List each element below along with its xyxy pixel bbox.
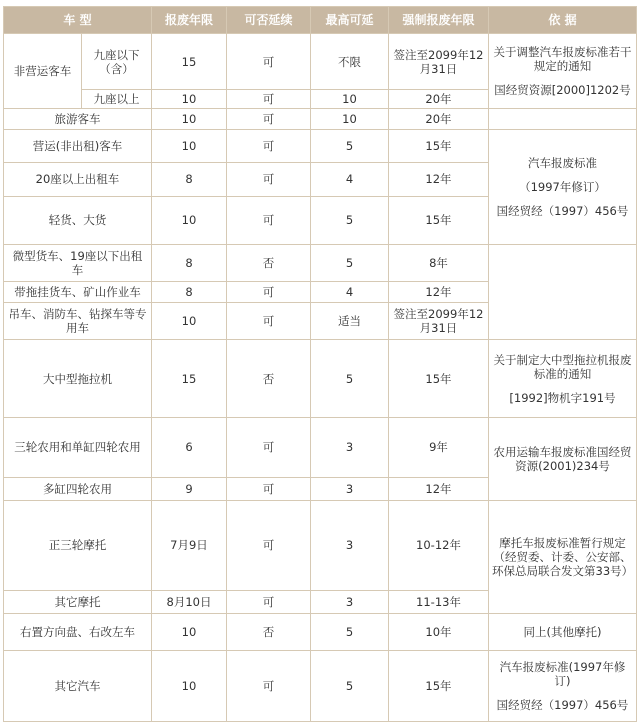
max-extension-cell: 3	[311, 590, 389, 613]
extendable-cell: 可	[227, 129, 311, 162]
extendable-cell: 可	[227, 282, 311, 303]
forced-years-cell: 15年	[389, 196, 489, 244]
scrap-years-cell: 10	[152, 196, 227, 244]
max-extension-cell: 10	[311, 90, 389, 109]
vehicle-type-cell: 轻货、大货	[4, 196, 152, 244]
scrap-years-cell: 10	[152, 90, 227, 109]
forced-years-cell: 8年	[389, 244, 489, 282]
extendable-cell: 可	[227, 34, 311, 90]
extendable-cell: 否	[227, 613, 311, 651]
extendable-cell: 可	[227, 90, 311, 109]
basis-text: 国经贸资源[2000]1202号	[494, 83, 631, 98]
scrap-years-cell: 7月9日	[152, 500, 227, 590]
scrap-years-cell: 10	[152, 302, 227, 340]
vehicle-subtype-cell: 九座以上	[82, 90, 152, 109]
max-extension-cell: 5	[311, 244, 389, 282]
vehicle-type-cell: 吊车、消防车、钻探车等专用车	[4, 302, 152, 340]
vehicle-type-cell: 正三轮摩托	[4, 500, 152, 590]
table-row	[4, 340, 637, 417]
basis-text: 汽车报废标准	[528, 155, 597, 170]
forced-years-cell: 15年	[389, 340, 489, 417]
max-extension-cell: 5	[311, 613, 389, 651]
basis-cell	[489, 244, 637, 340]
header-max-extension: 最高可延	[311, 7, 389, 34]
vehicle-type-cell: 多缸四轮农用	[4, 478, 152, 501]
table-row	[4, 417, 637, 477]
max-extension-cell: 适当	[311, 302, 389, 340]
scrap-years-cell: 10	[152, 613, 227, 651]
basis-cell: 农用运输车报废标准国经贸资源(2001)234号	[489, 417, 637, 500]
table-row	[4, 34, 637, 90]
vehicle-type-cell: 带拖挂货车、矿山作业车	[4, 282, 152, 303]
max-extension-cell: 4	[311, 163, 389, 196]
scrap-years-cell: 8月10日	[152, 590, 227, 613]
forced-years-cell: 11-13年	[389, 590, 489, 613]
basis-text: 国经贸经（1997）456号	[496, 203, 629, 218]
forced-years-cell: 9年	[389, 417, 489, 477]
header-row	[4, 7, 637, 34]
max-extension-cell: 5	[311, 340, 389, 417]
forced-years-cell: 15年	[389, 651, 489, 722]
forced-years-cell: 10-12年	[389, 500, 489, 590]
basis-text: 国经贸经（1997）456号	[496, 698, 629, 712]
extendable-cell: 可	[227, 478, 311, 501]
basis-cell	[489, 340, 637, 417]
header-forced-scrap-years: 强制报废年限	[389, 7, 489, 34]
max-extension-cell: 10	[311, 109, 389, 130]
table-row	[4, 651, 637, 722]
extendable-cell: 可	[227, 651, 311, 722]
scrap-years-cell: 10	[152, 651, 227, 722]
forced-years-cell: 12年	[389, 163, 489, 196]
header-extendable: 可否延续	[227, 7, 311, 34]
max-extension-cell: 4	[311, 282, 389, 303]
scrap-years-cell: 8	[152, 163, 227, 196]
scrap-years-cell: 15	[152, 340, 227, 417]
max-extension-cell: 3	[311, 417, 389, 477]
vehicle-type-cell: 三轮农用和单缸四轮农用	[4, 417, 152, 477]
vehicle-type-cell: 微型货车、19座以下出租车	[4, 244, 152, 282]
forced-years-cell: 20年	[389, 90, 489, 109]
header-vehicle-type: 车 型	[4, 7, 152, 34]
vehicle-type-cell: 其它摩托	[4, 590, 152, 613]
vehicle-type-cell: 右置方向盘、右改左车	[4, 613, 152, 651]
max-extension-cell: 5	[311, 651, 389, 722]
basis-text: 汽车报废标准(1997年修订)	[499, 660, 626, 688]
basis-cell: 同上(其他摩托)	[489, 613, 637, 651]
scrap-years-cell: 8	[152, 244, 227, 282]
scrap-years-cell: 10	[152, 129, 227, 162]
forced-years-cell: 10年	[389, 613, 489, 651]
basis-cell	[489, 109, 637, 130]
scrap-years-cell: 10	[152, 109, 227, 130]
table-row	[4, 613, 637, 651]
table-row	[4, 500, 637, 590]
scrap-years-cell: 9	[152, 478, 227, 501]
extendable-cell: 可	[227, 590, 311, 613]
vehicle-type-cell: 营运(非出租)客车	[4, 129, 152, 162]
max-extension-cell: 不限	[311, 34, 389, 90]
basis-cell: 摩托车报废标准暂行规定（经贸委、计委、公安部、环保总局联合发文第33号）	[489, 500, 637, 613]
table-row	[4, 109, 637, 130]
vehicle-type-cell: 20座以上出租车	[4, 163, 152, 196]
extendable-cell: 可	[227, 109, 311, 130]
max-extension-cell: 3	[311, 478, 389, 501]
vehicle-type-cell: 大中型拖拉机	[4, 340, 152, 417]
extendable-cell: 否	[227, 244, 311, 282]
max-extension-cell: 3	[311, 500, 389, 590]
basis-text: [1992]物机字191号	[509, 390, 616, 405]
basis-cell	[489, 34, 637, 109]
forced-years-cell: 签注至2099年12月31日	[389, 34, 489, 90]
extendable-cell: 可	[227, 417, 311, 477]
header-scrap-years: 报废年限	[152, 7, 227, 34]
extendable-cell: 可	[227, 163, 311, 196]
basis-text: 关于调整汽车报废标准若干规定的通知	[493, 45, 632, 74]
table-row	[4, 244, 637, 282]
vehicle-subtype-cell: 九座以下（含）	[82, 34, 152, 90]
extendable-cell: 可	[227, 500, 311, 590]
vehicle-scrappage-table	[3, 6, 637, 722]
scrap-years-cell: 6	[152, 417, 227, 477]
forced-years-cell: 12年	[389, 282, 489, 303]
vehicle-group-cell: 非营运客车	[4, 34, 82, 109]
extendable-cell: 可	[227, 196, 311, 244]
scrap-years-cell: 8	[152, 282, 227, 303]
extendable-cell: 可	[227, 302, 311, 340]
vehicle-type-cell: 其它汽车	[4, 651, 152, 722]
basis-text: （1997年修订）	[519, 179, 606, 194]
table-row	[4, 129, 637, 162]
basis-cell	[489, 129, 637, 244]
max-extension-cell: 5	[311, 129, 389, 162]
forced-years-cell: 签注至2099年12月31日	[389, 302, 489, 340]
forced-years-cell: 12年	[389, 478, 489, 501]
header-basis: 依 据	[489, 7, 637, 34]
forced-years-cell: 20年	[389, 109, 489, 130]
basis-text: 关于制定大中型拖拉机报废标准的通知	[493, 352, 632, 381]
forced-years-cell: 15年	[389, 129, 489, 162]
scrap-years-cell: 15	[152, 34, 227, 90]
basis-cell	[489, 651, 637, 722]
vehicle-type-cell: 旅游客车	[4, 109, 152, 130]
extendable-cell: 否	[227, 340, 311, 417]
max-extension-cell: 5	[311, 196, 389, 244]
